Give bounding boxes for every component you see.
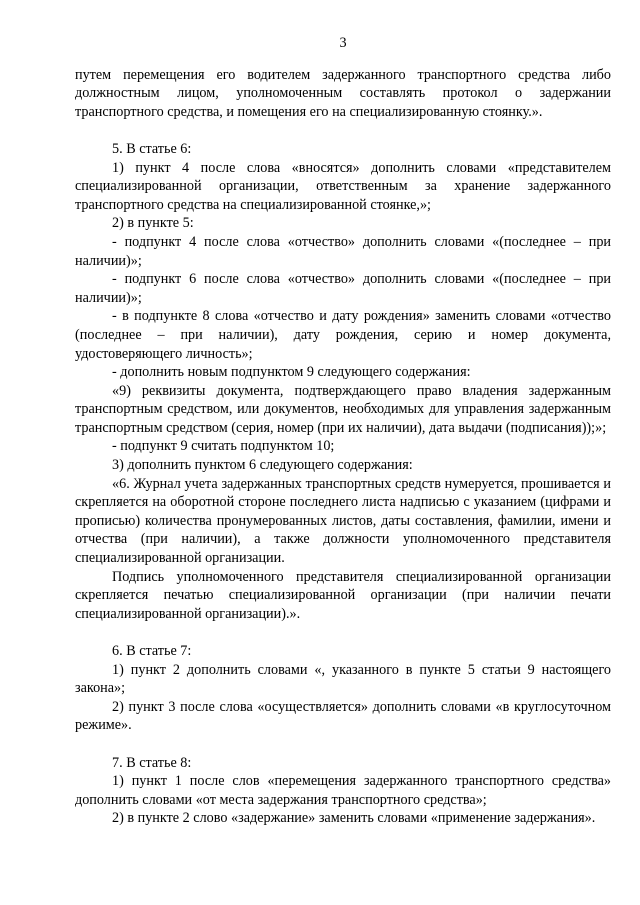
paragraph: 3) дополнить пунктом 6 следующего содержания: xyxy=(112,457,413,474)
paragraph: - подпункт 9 считать подпунктом 10; xyxy=(112,438,335,455)
paragraph: 7. В статье 8: xyxy=(112,754,192,771)
paragraph: - подпункт 6 после слова «отчество» дополнить словами «(последнее – при наличии)»; xyxy=(75,271,611,306)
paragraph: - дополнить новым подпунктом 9 следующего содержания: xyxy=(112,364,471,381)
paragraph: 1) пункт 1 после слов «перемещения задержанного транспортного средства» дополнить словами «от места задержания транспортного средства»; xyxy=(75,773,611,808)
paragraph: «9) реквизиты документа, подтверждающего право владения задержанным транспортным средством, или документов, необходимых для управления задержанным транспортным средством (серия, номер (при их наличии), дата выдачи (подписания));»; xyxy=(75,382,611,436)
document-body xyxy=(75,66,611,828)
paragraph: Подпись уполномоченного представителя специализированной организации скрепляется печатью специализированной организации (при наличии печати специализированной организации).». xyxy=(75,568,611,622)
paragraph: 6. В статье 7: xyxy=(112,643,192,659)
paragraph: - в подпункте 8 слова «отчество и дату рождения» заменить словами «отчество (последнее – при наличии), дату рождения, серию и номер документа, удостоверяющего личность»; xyxy=(75,308,611,362)
paragraph: «6. Журнал учета задержанных транспортных средств нумеруется, прошивается и скрепляется на оборотной стороне последнего листа надписью с указанием (цифрами и прописью) количества пронумерованных листов, даты составления, фамилии, имени и отчества (при наличии), а также должности уполномоченного представителя специализированной организации. xyxy=(75,475,611,567)
paragraph: 5. В статье 6: xyxy=(112,140,192,157)
page-number: 3 xyxy=(339,35,347,51)
paragraph: 2) в пункте 5: xyxy=(112,215,194,232)
paragraph: 1) пункт 4 после слова «вносятся» дополнить словами «представителем специализированной организации, ответственным за хранение задержанного транспортного средства на специализированной стоянке,»; xyxy=(75,159,611,213)
paragraph-gap xyxy=(75,623,611,642)
paragraph-gap xyxy=(75,735,611,754)
paragraph: путем перемещения его водителем задержанного транспортного средства либо должностным лицом, уполномоченным составлять протокол о задержании транспортного средства, и помещения его на специализированную стоянку.». xyxy=(75,66,611,120)
paragraph-gap xyxy=(75,121,611,140)
paragraph: - подпункт 4 после слова «отчество» дополнить словами «(последнее – при наличии)»; xyxy=(75,233,611,269)
paragraph: 1) пункт 2 дополнить словами «, указанного в пункте 5 статьи 9 настоящего закона»; xyxy=(75,661,611,697)
paragraph: 2) пункт 3 после слова «осуществляется» дополнить словами «в круглосуточном режиме». xyxy=(75,698,611,734)
document-page xyxy=(75,34,611,828)
paragraph: 2) в пункте 2 слово «задержание» заменить словами «применение задержания». xyxy=(112,810,596,827)
